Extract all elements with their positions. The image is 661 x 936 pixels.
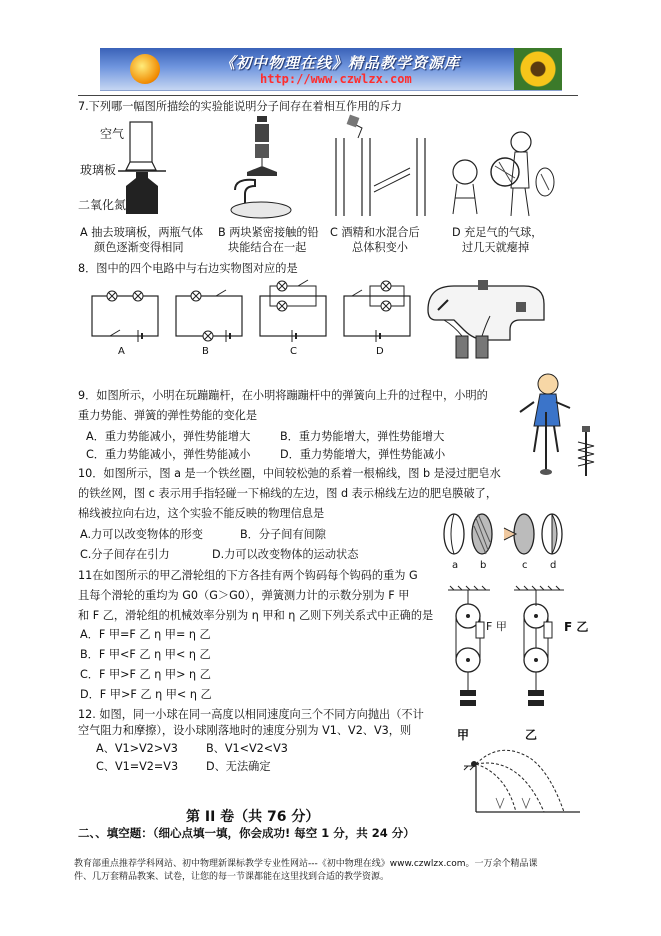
footer-line-1: 教育部重点推荐学科网站、初中物理新课标教学专业性网站---《初中物理在线》www.czwlzx.com。一万余个精品课 — [74, 859, 538, 869]
q10-fig-label-d: d — [550, 560, 557, 571]
header-banner — [100, 48, 562, 91]
q11-stem-1: 11在如图所示的甲乙滑轮组的下方各挂有两个钩码每个钩码的重为 G — [78, 569, 418, 582]
q11-pulley-systems — [446, 586, 576, 736]
q7-option-d2: 过几天就瘪掉 — [462, 241, 530, 254]
q7-option-b2: 块能结合在一起 — [228, 241, 307, 254]
q11-option-a: A．F 甲=F 乙 η 甲= η 乙 — [80, 628, 211, 641]
q11-option-b: B．F 甲<F 乙 η 甲< η 乙 — [80, 648, 211, 661]
q7-label-air: 空气 — [100, 127, 125, 141]
q12-option-b: B、V1<V2<V3 — [206, 742, 288, 755]
banner-url[interactable]: http://www.czwlzx.com — [260, 72, 412, 86]
q11-option-d: D．F 甲>F 乙 η 甲< η 乙 — [80, 688, 212, 701]
q10-fig-label-c: c — [522, 560, 528, 571]
q11-option-c: C．F 甲>F 乙 η 甲> η 乙 — [80, 668, 211, 681]
q10-option-b: B．分子间有间隙 — [240, 528, 326, 541]
q10-stem-3: 棉线被拉向右边，这个实验不能反映的物理信息是 — [78, 507, 325, 520]
q8-circuit-a — [88, 290, 164, 346]
q9-stem-1: 9．如图所示，小明在玩蹦蹦杆，在小明将蹦蹦杆中的弹簧向上升的过程中，小明的 — [78, 389, 488, 402]
q9-option-a: A．重力势能减小，弹性势能增大 — [86, 430, 251, 443]
q12-option-c: C、V1=V2=V3 — [96, 760, 179, 773]
footer-line-2: 件、几万套精品教案、试卷，让您的每一节课都能在这里找到合适的教学资源。 — [74, 872, 390, 882]
q7-label-glass: 玻璃板 — [80, 163, 117, 177]
q7-option-c1: C 酒精和水混合后 — [330, 226, 420, 239]
q10-option-c: C.分子间存在引力 — [80, 548, 170, 561]
q8-physical-circuit — [424, 280, 550, 366]
q7-option-a1: A 抽去玻璃板，两瓶气体 — [80, 226, 204, 239]
q7-fig-b — [215, 116, 295, 220]
q8-label-d: D — [376, 346, 384, 357]
q12-projectile-figure — [460, 748, 584, 818]
q12-stem-1: 12. 如图，同一小球在同一高度以相同速度向三个不同方向抛出（不计 — [78, 708, 424, 721]
q8-circuit-d — [340, 284, 416, 346]
q8-stem: 8．图中的四个电路中与右边实物图对应的是 — [78, 262, 298, 275]
q7-option-d1: D 充足气的气球， — [452, 226, 543, 239]
banner-logo — [130, 54, 160, 84]
q11-stem-2: 且每个滑轮的重均为 G0（G＞G0），弹簧测力计的示数分别为 F 甲 — [78, 589, 410, 602]
q7-stem: 7.下列哪一幅图所描绘的实验能说明分子间存在着相互作用的斥力 — [78, 100, 402, 113]
q12-stem-2: 空气阻力和摩擦），设小球刚落地时的速度分别为 V1、V2、V3，则 — [78, 724, 412, 737]
q9-pogo-stick-figure — [512, 372, 608, 480]
q11-label-f-yi: F 乙 — [564, 620, 589, 634]
part2-section-title: 二、、填空题：（细心点填一填，你会成功! 每空 1 分，共 24 分） — [78, 826, 415, 840]
q11-label-f-jia: F 甲 — [486, 620, 507, 633]
q8-label-a: A — [118, 346, 125, 357]
q7-fig-d — [445, 118, 557, 222]
q9-option-d: D．重力势能增大，弹性势能减小 — [280, 448, 446, 461]
q7-option-c2: 总体积变小 — [352, 241, 408, 254]
q12-option-d: D、无法确定 — [206, 760, 271, 773]
q11-label-jia: 甲 — [457, 728, 470, 742]
q9-stem-2: 重力势能、弹簧的弹性势能的变化是 — [78, 409, 258, 422]
q7-fig-c — [322, 116, 432, 220]
q10-stem-1: 10．如图所示，图 a 是一个铁丝圈，中间较松弛的系着一根棉线，图 b 是浸过肥皂水 — [78, 467, 501, 480]
q8-circuit-b — [172, 290, 248, 346]
q10-soap-film-figures — [442, 512, 572, 560]
sunflower-icon — [514, 48, 562, 90]
q9-option-c: C．重力势能减小，弹性势能减小 — [86, 448, 251, 461]
q7-option-b1: B 两块紧密接触的铅 — [218, 226, 319, 239]
q9-option-b: B．重力势能增大，弹性势能增大 — [280, 430, 445, 443]
q8-label-c: C — [290, 346, 297, 357]
q10-stem-2: 的铁丝网，图 c 表示用手指轻碰一下棉线的左边，图 d 表示棉线左边的肥皂膜破了， — [78, 487, 498, 500]
part2-heading: 第 II 卷（共 76 分） — [186, 809, 320, 825]
q12-option-a: A、V1>V2>V3 — [96, 742, 178, 755]
q11-label-yi: 乙 — [525, 728, 538, 742]
q10-option-a: A.力可以改变物体的形变 — [80, 528, 203, 541]
q10-fig-label-a: a — [452, 560, 459, 571]
q8-circuit-c — [256, 284, 332, 346]
q10-option-d: D.力可以改变物体的运动状态 — [212, 548, 359, 561]
q7-label-no2: 二氧化氮 — [78, 198, 127, 212]
banner-title: 《初中物理在线》精品教学资源库 — [220, 54, 461, 72]
footer-note — [74, 858, 594, 884]
q10-fig-label-b: b — [480, 560, 487, 571]
q8-label-b: B — [202, 346, 209, 357]
q7-option-a2: 颜色逐渐变得相同 — [94, 241, 184, 254]
q11-stem-3: 和 F 乙，滑轮组的机械效率分别为 η 甲和 η 乙则下列关系式中正确的是 — [78, 609, 434, 622]
header-rule — [78, 95, 578, 96]
